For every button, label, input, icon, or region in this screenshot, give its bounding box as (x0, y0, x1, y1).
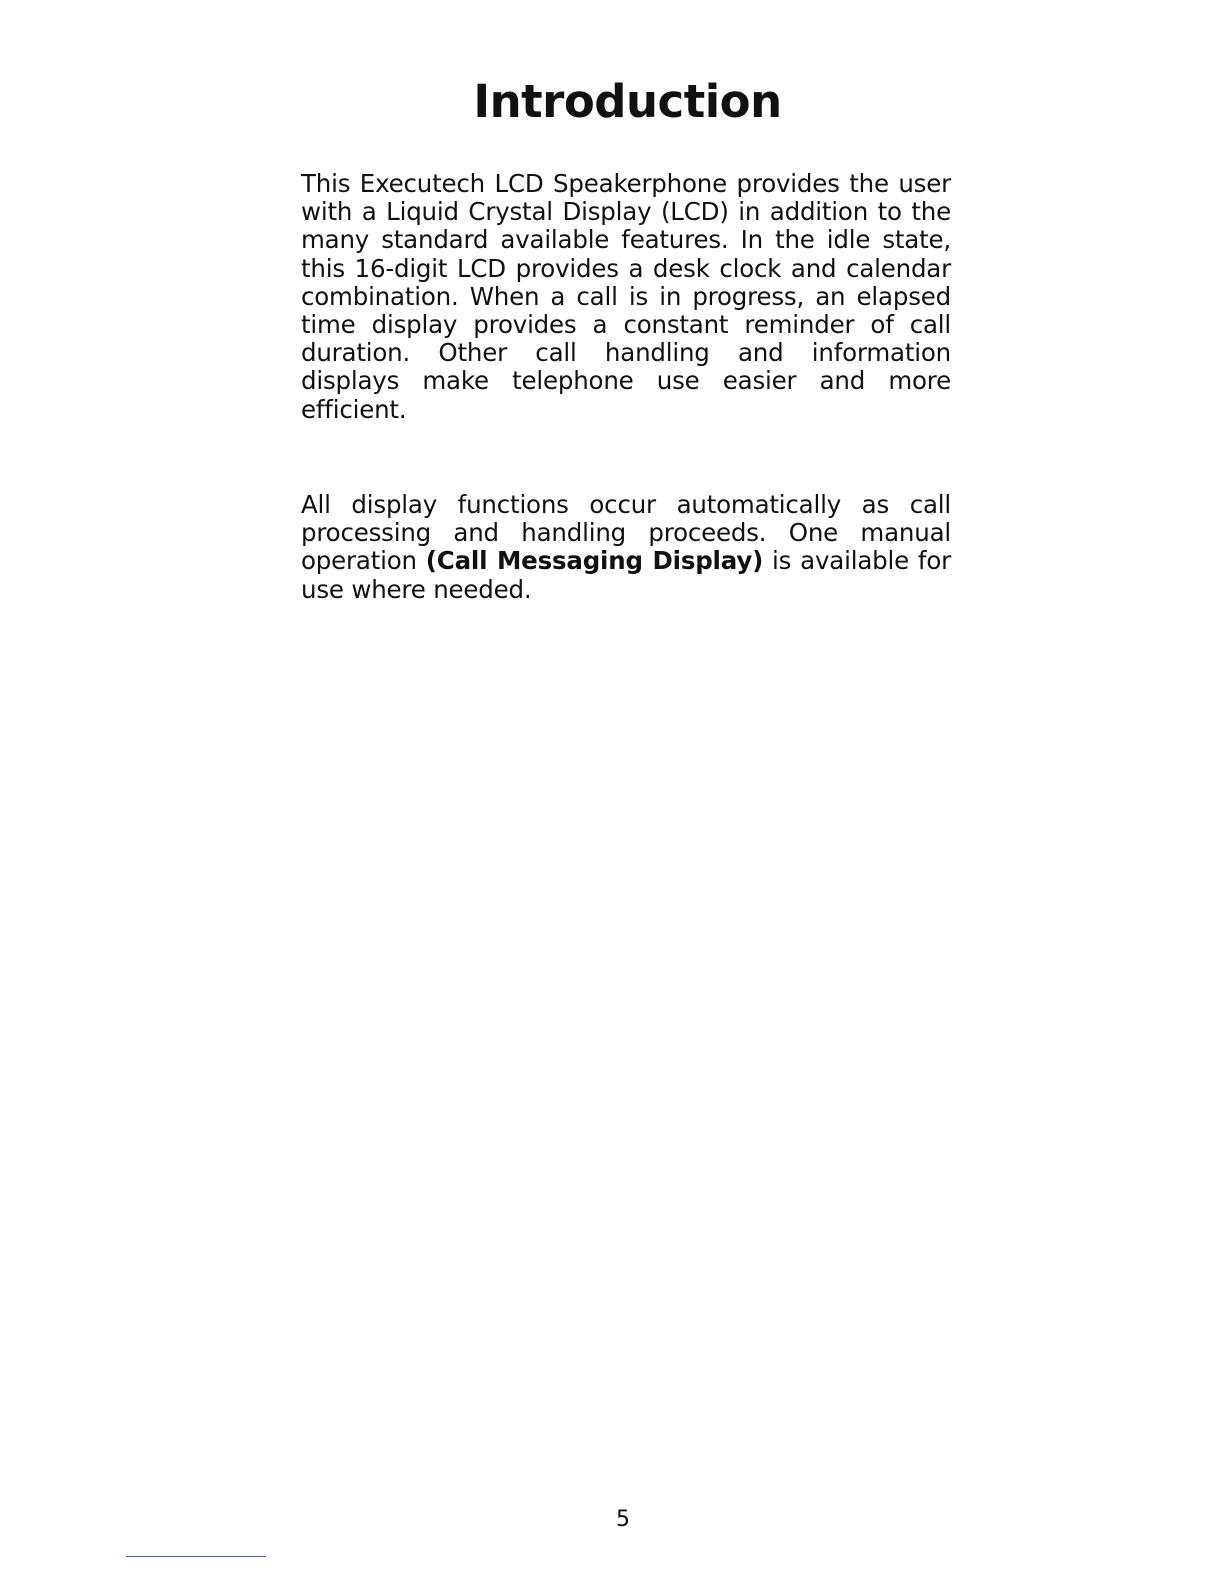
call-messaging-display-term: (Call Messaging Display) (425, 546, 764, 576)
intro-paragraph: This Executech LCD Speakerphone provides the user with a Liquid Crystal Display (LCD) in addition to the many standard available features. In the idle state, this 16-digit LCD provides a desk clock and calendar combination. When a call is in progress, an elapsed time display provides a constant reminder of call duration. Other call handling and information displays make telephone use easier and more efficient. (301, 169, 951, 424)
page-title: Introduction (473, 75, 782, 128)
footer-rule (126, 1556, 266, 1557)
paragraph-text-before: All display functions occur automatically as call processing and handling proceeds. One manual operation (301, 490, 951, 576)
paragraph-text-after: is available for use where needed. (301, 546, 952, 604)
page-number: 5 (616, 1507, 630, 1532)
display-functions-paragraph (301, 491, 951, 604)
